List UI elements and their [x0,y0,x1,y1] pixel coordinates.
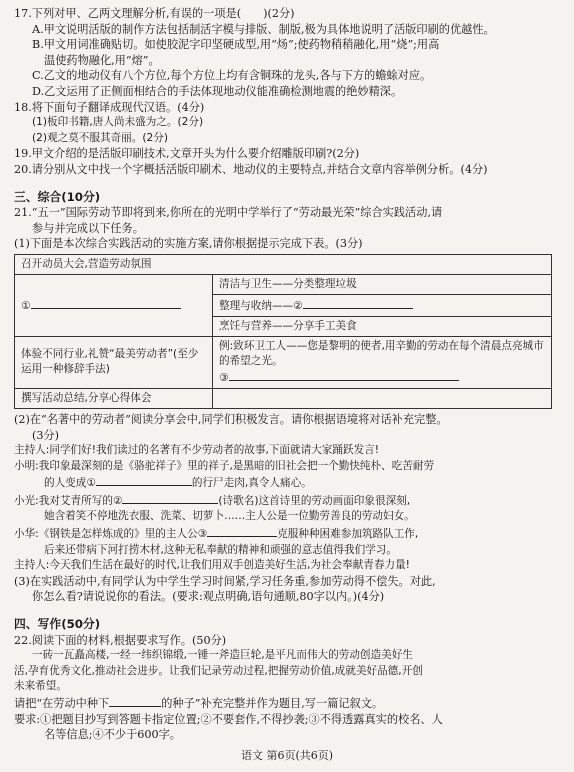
writing-req-line-1: 要求:①把题目抄写到答题卡指定位置;②不要套作,不得抄袭;③不得透露真实的校名、人 [14,712,443,726]
q21-part3-line-1: (3)在实践活动中,有同学认为中学生学习时间紧,学习任务重,参加劳动得不偿失。对此, [14,574,436,588]
material-line-1: 一砖一瓦矗高楼,一经一纬织锦缎,一锤一斧造巨轮,是平凡而伟大的劳动创造美好生 [32,649,413,662]
page-footer: 语文 第6页(共6页) [240,749,334,763]
q20: 20.请分别从文中找一个字概括活版印刷术、地动仪的主要特点,并结合文章内容举例分析。(4分) [14,162,488,176]
q21-part3-line-2: 你怎么看?请说说你的看法。(要求:观点明确,语句通顺,80字以内。)(4分) [32,590,385,604]
table-cell-sub1: 清洁与卫生——分类整理垃圾 [213,274,552,294]
table-cell-blank-1 [15,274,213,336]
q17-stem [14,6,556,22]
blank-1-label: ① [21,299,31,312]
q17-option-a: A.甲文说明活版的制作方法包括制活字模与排版、制版,极为具体地说明了活版印刷的优越性。 [32,22,495,36]
q21-line-2: 参与并完成以下任务。 [32,221,144,235]
dialogue-xiaoming-pre: 的人变成① [44,477,96,490]
dialogue-xiaoguang [14,492,556,510]
q19: 19.甲文介绍的是活版印刷技术,文章开头为什么要介绍雕版印刷?(2分) [14,147,360,161]
writing-req-line-2: 名等信息;④不少于600字。 [44,728,181,742]
q22-stem: 22.阅读下面的材料,根据要求写作。(50分) [14,633,227,647]
section-3-title: 三、综合(10分) [14,189,101,204]
material-line-3: 未来希望。 [14,680,67,693]
example-text: 例:致环卫工人——您是黎明的使者,用辛勤的劳动在每个清晨点亮城市的希望之光。 [219,339,544,367]
table-cell-empty [213,388,552,408]
q18-item-1: (1)板印书籍,唐人尚未盛为之。(2分) [32,116,204,129]
writing-prompt [14,695,556,712]
table-row [15,388,552,408]
material-line-2: 活,孕育优秀文化,推动社会进步。让我们记录劳动过程,把握劳动价值,成就美好品德,开创 [14,664,423,677]
q21-part2-line-1: (2)在“名著中的劳动者”阅读分享会中,同学们积极发言。请你根据语境将对话补充完整。 [14,412,448,426]
blank-3-line [229,369,459,381]
dialogue-host-2: 主持人:今天我们生活在最好的时代,让我们用双手创造美好生活,为社会奉献青春力量! [14,559,410,572]
writing-prompt-pre: 请把“在劳动中种下 [14,697,110,710]
table-row [15,254,552,274]
table-cell-row4: 撰写活动总结,分享心得体会 [15,388,213,408]
sub2-label: 整理与收纳——② [219,299,303,312]
dialogue-xiaohua-pre: 小华:《钢铁是怎样炼成的》里的主人公③ [14,528,208,541]
dialogue-blank-1 [96,474,192,486]
dialogue-host-1: 主持人:同学们好!我们读过的名著有不少劳动者的故事,下面就请大家踊跃发言! [14,444,380,457]
q21-part2-line-2: (3分) [32,428,60,442]
q21-part1: (1)下面是本次综合实践活动的实施方案,请你根据提示完成下表。(3分) [14,237,363,251]
q17-option-b-cont: 温使药物融化,用“熔”。 [44,53,160,67]
q21-line-1: 21.“五一”国际劳动节即将到来,你所在的光明中学举行了“劳动最光荣”综合实践活动,请 [14,206,443,220]
activity-plan-table [14,254,552,409]
table-cell-right3 [213,336,552,388]
dialogue-blank-3 [207,525,277,537]
dialogue-xiaoguang-pre: 小光:我对艾青所写的② [14,494,123,507]
blank-3-label: ③ [219,371,229,384]
blank-2-line [303,297,413,309]
table-row [15,274,552,294]
dialogue-xiaoguang-cont: 她含着笑不停地洗衣服、洗菜、切萝卜……主人公是一位勤劳善良的劳动妇女。 [44,510,415,523]
dialogue-xiaohua-cont: 后来还带病下河打捞木材,这种无私奉献的精神和顽强的意志值得我们学习。 [44,543,397,556]
table-cell-sub2 [213,294,552,316]
q18-stem: 18.将下面句子翻译成现代汉语。(4分) [14,100,205,114]
q17-option-b: B.甲文用词准确贴切。如使胶泥字印坚硬成型,用“炀”;使药物稍稍融化,用“烧”;用高 [32,38,440,52]
section-4-title: 四、写作(50分) [14,617,101,632]
dialogue-xiaohua [14,525,556,543]
writing-prompt-post: 的种子”补充完整并作为题目,写一篇记叙文。 [161,697,384,710]
q17-stem-text: 17.下列对甲、乙两文理解分析,有误的一项是( [14,7,242,20]
dialogue-xiaoming-post: 的行尸走肉,真令人痛心。 [191,477,312,490]
q18-item-2: (2)观之莫不服其奇丽。(2分) [32,131,168,144]
dialogue-xiaoming-cont [14,474,556,492]
dialogue-xiaoming: 小明:我印象最深刻的是《骆驼祥子》里的祥子,是黑暗的旧社会把一个勤快纯朴、吃苦耐劳 [14,459,435,472]
blank-1-line [31,297,181,309]
table-cell-left3: 体验不同行业,礼赞“最美劳动者”(至少运用一种修辞手法) [15,336,213,388]
dialogue-xiaoguang-post: (诗歌名)这首诗里的劳动画面印象很深刻, [218,494,411,507]
q17-stem-score: )(2分) [263,7,295,20]
table-cell-row1: 召开动员大会,营造劳动氛围 [15,254,552,274]
dialogue-blank-2 [122,492,218,504]
q17-option-c: C.乙文的地动仪有八个方位,每个方位上均有含铜珠的龙头,各与下方的蟾蜍对应。 [32,69,432,83]
table-row [15,336,552,388]
q17-option-d: D.乙文运用了正侧面相结合的手法体现地动仪能准确检测地震的绝妙精深。 [32,84,403,98]
writing-title-blank [109,695,161,707]
table-cell-sub3: 烹饪与营养——分享手工美食 [213,316,552,336]
dialogue-xiaohua-post: 克服种种困难参加筑路队工作, [277,528,419,541]
